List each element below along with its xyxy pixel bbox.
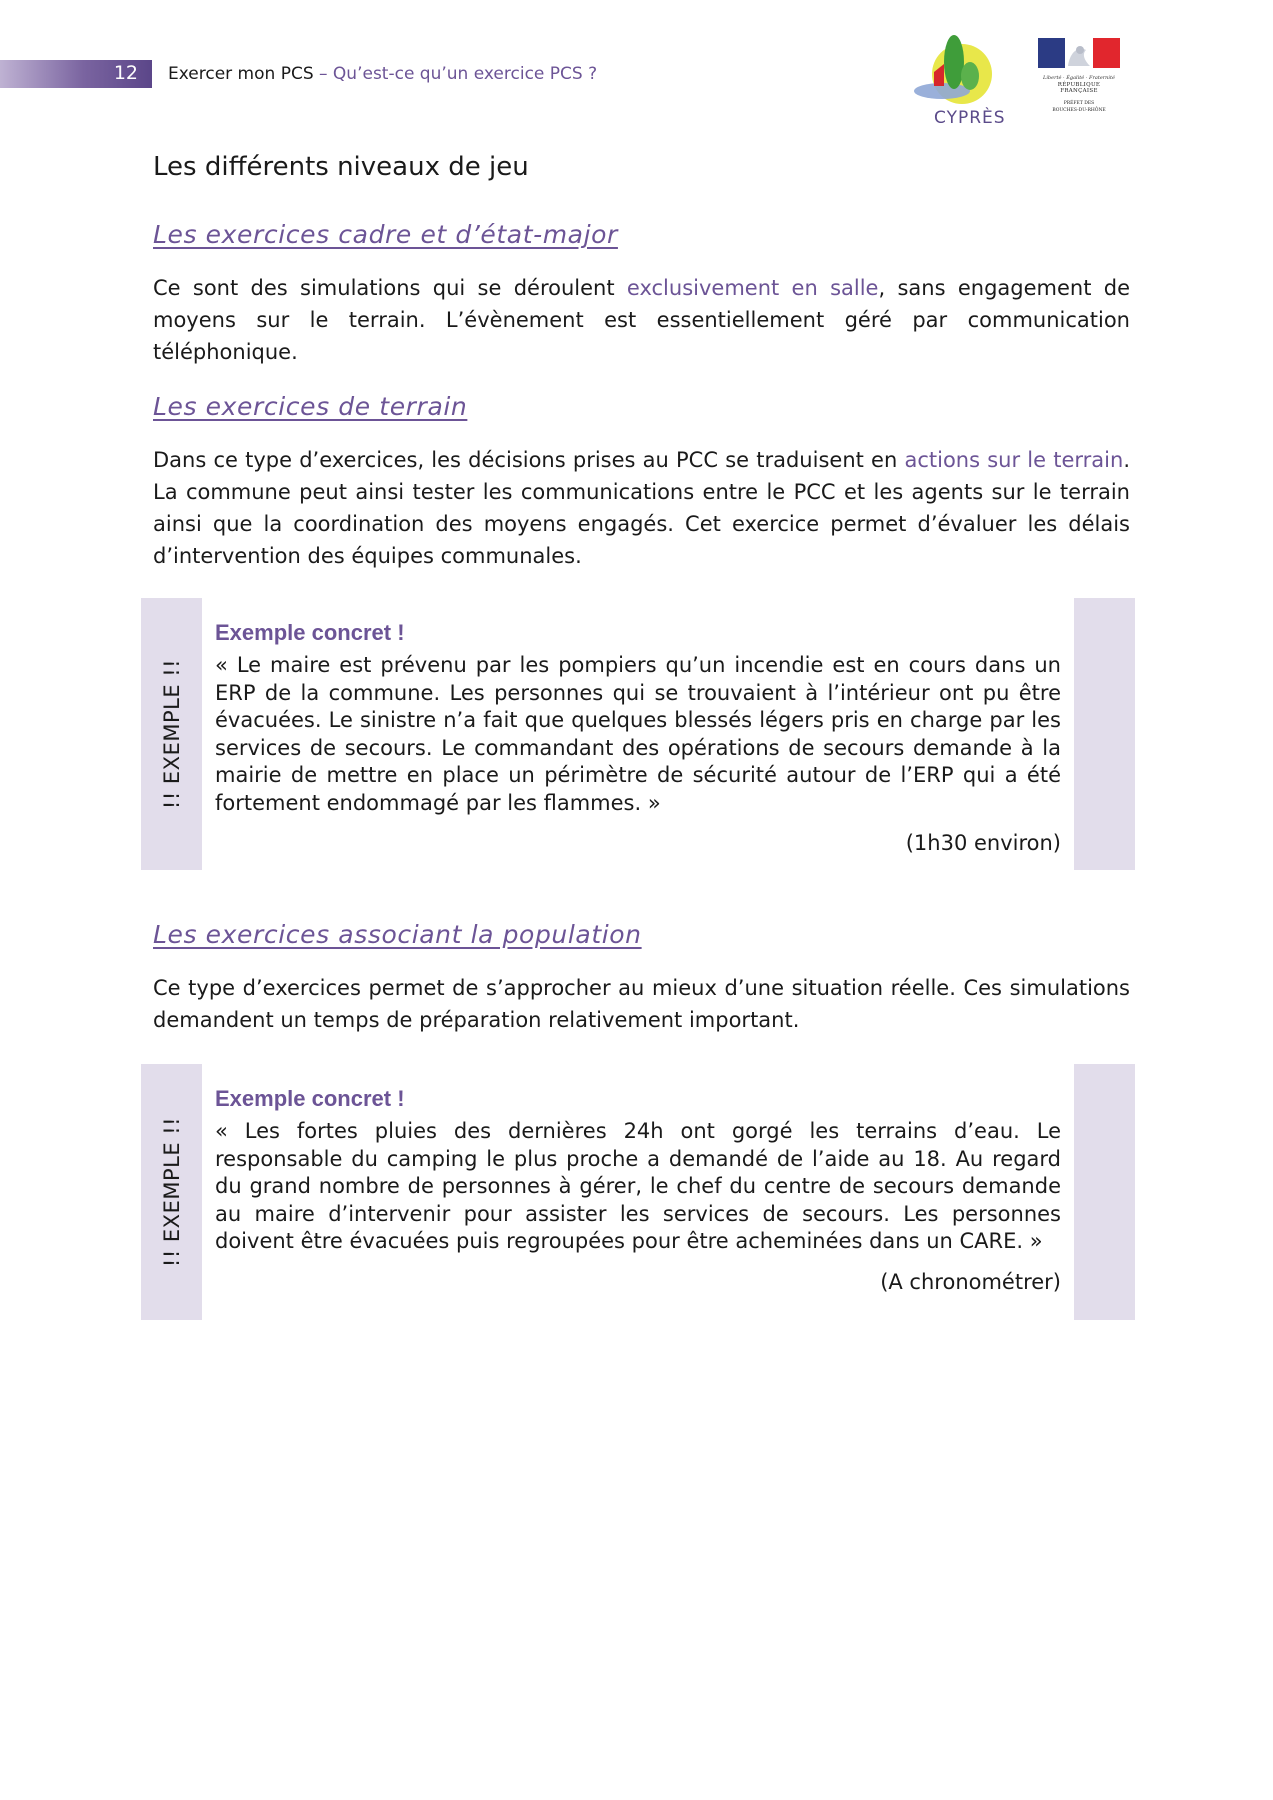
page-header — [0, 60, 700, 88]
republique-francaise-logo — [1038, 38, 1120, 114]
prefet-label — [1038, 100, 1120, 114]
breadcrumb-separator: – — [313, 64, 333, 84]
breadcrumb — [168, 64, 597, 84]
rf-name: RÉPUBLIQUE FRANÇAISE — [1057, 82, 1101, 94]
paragraph-text: , sans engagement de moyens sur le terrain. L’évènement est essentiellement géré par communication téléphonique. — [153, 276, 1130, 364]
section-title-population: Les exercices associant la population — [153, 920, 642, 949]
paragraph-text: . La commune peut ainsi tester les communications entre le PCC et les agents sur le terrain ainsi que la coordination des moyens engagés. Cet exercice permet d’évaluer les délais d’intervention des équipes communales. — [153, 448, 1130, 568]
section-title-cadre: Les exercices cadre et d’état-major — [153, 220, 618, 249]
example-body — [215, 620, 1061, 855]
paragraph-terrain — [153, 444, 1130, 572]
highlight-text: exclusivement en salle — [626, 276, 879, 300]
example-side-label: !! EXEMPLE !! — [159, 658, 184, 810]
example-side-panel — [141, 1064, 202, 1320]
page-heading: Les différents niveaux de jeu — [153, 152, 529, 182]
paragraph-text: Ce sont des simulations qui se déroulent — [153, 276, 627, 300]
example-text: « Les fortes pluies des dernières 24h ont gorgé les terrains d’eau. Le responsable du camping le plus proche a demandé de l’aide au 18. Au regard du grand nombre de personnes à gérer, le chef du centre de secours demande au maire d’intervenir pour assister les services de secours. Les personnes doivent être évacuées puis regroupées pour être acheminées dans un CARE. » — [215, 1119, 1061, 1253]
paragraph-population: Ce type d’exercices permet de s’approcher au mieux d’une situation réelle. Ces simulations demandent un temps de préparation relativement important. — [153, 976, 1130, 1032]
prefet-line-2: BOUCHES-DU-RHÔNE — [1052, 108, 1106, 113]
example-duration: (A chronométrer) — [880, 1269, 1061, 1294]
marianne-flag-icon — [1038, 38, 1120, 68]
doc-title: Exercer mon PCS — [168, 64, 314, 84]
page-number: 12 — [113, 62, 138, 84]
example-side-panel-right — [1074, 1064, 1135, 1320]
example-side-label: !! EXEMPLE !! — [159, 1116, 184, 1268]
rf-motto: Liberté · Égalité · Fraternité — [1043, 75, 1115, 81]
prefet-line-1: PRÉFET DES — [1063, 101, 1095, 106]
cypres-logo — [912, 34, 1012, 114]
section-title-terrain: Les exercices de terrain — [153, 392, 468, 421]
section-title: Qu’est-ce qu’un exercice PCS ? — [332, 64, 598, 84]
example-title: Exemple concret ! — [215, 1086, 405, 1111]
logos — [912, 34, 1132, 134]
example-box-1 — [141, 598, 1135, 870]
example-duration: (1h30 environ) — [905, 831, 1061, 855]
highlight-text: actions sur le terrain — [904, 448, 1124, 472]
example-title: Exemple concret ! — [215, 620, 405, 645]
example-side-panel-right — [1074, 598, 1135, 870]
page-number-bar — [0, 60, 152, 88]
example-body — [215, 1086, 1061, 1294]
example-side-panel — [141, 598, 202, 870]
example-text: « Le maire est prévenu par les pompiers qu’un incendie est en cours dans un ERP de la commune. Les personnes qui se trouvaient à l’intérieur ont pu être évacuées. Le sinistre n’a fait que quelques blessés légers pris en charge par les services de secours. Le commandant des opérations de secours demande à la mairie de mettre en place un périmètre de sécurité autour de l’ERP qui a été fortement endommagé par les flammes. » — [215, 653, 1061, 815]
paragraph-text: Dans ce type d’exercices, les décisions prises au PCC se traduisent en — [153, 448, 905, 472]
paragraph-cadre — [153, 272, 1130, 368]
example-box-2 — [141, 1064, 1135, 1320]
cypres-label: CYPRÈS — [934, 108, 1006, 128]
